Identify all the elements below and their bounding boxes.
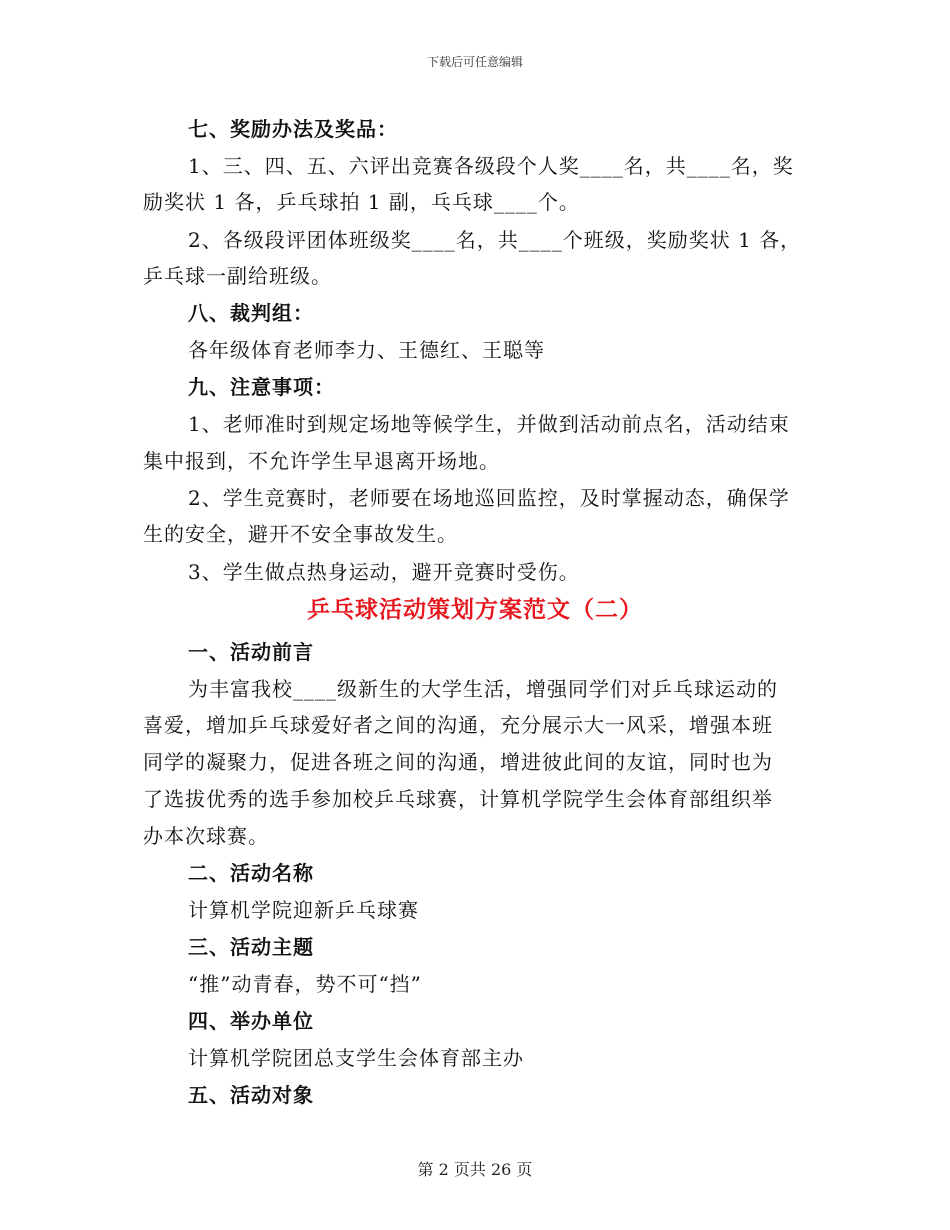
paragraph-line: 办本次球赛。: [143, 824, 269, 848]
paragraph-line: 1、三、四、五、六评出竞赛各级段个人奖____名，共____名，奖: [188, 154, 794, 178]
paragraph-line: 1、老师准时到规定场地等候学生，并做到活动前点名，活动结束: [188, 412, 790, 436]
section-heading: 七、奖励办法及奖品：: [188, 117, 398, 141]
paragraph-line: 为丰富我校____级新生的大学生活，增强同学们对乒乓球运动的: [188, 677, 778, 701]
paragraph-line: 各年级体育老师李力、王德红、王聪等: [188, 338, 545, 362]
page-number: 第 2 页共 26 页: [417, 1160, 533, 1179]
paragraph-line: 2、各级段评团体班级奖____名，共____个班级，奖励奖状 1 各，: [188, 228, 802, 252]
paragraph-line: 计算机学院迎新乒乓球赛: [188, 898, 419, 922]
section-heading: 九、注意事项：: [188, 375, 335, 399]
section-heading: 三、活动主题: [188, 935, 314, 959]
document-title: 乒乓球活动策划方案范文（二）: [307, 596, 643, 623]
section-heading: 八、裁判组：: [188, 301, 314, 325]
paragraph-line: 同学的凝聚力，促进各班之间的沟通，增进彼此间的友谊，同时也为: [143, 750, 773, 774]
section-heading: 二、活动名称: [188, 861, 314, 885]
header-note: 下载后可任意编辑: [426, 55, 523, 69]
paragraph-line: 生的安全，避开不安全事故发生。: [143, 522, 458, 546]
paragraph-line: 了选拔优秀的选手参加校乒乓球赛，计算机学院学生会体育部组织举: [143, 787, 773, 811]
paragraph-line: 喜爱，增加乒乓球爱好者之间的沟通，充分展示大一风采，增强本班: [143, 713, 773, 737]
paragraph-line: “推”动青春，势不可“挡”: [188, 972, 422, 996]
paragraph-line: 计算机学院团总支学生会体育部主办: [188, 1046, 524, 1070]
section-heading: 一、活动前言: [188, 640, 314, 664]
section-heading: 五、活动对象: [188, 1083, 314, 1107]
section-heading: 四、举办单位: [188, 1009, 314, 1033]
paragraph-line: 乒乓球一副给班级。: [143, 264, 332, 288]
paragraph-line: 励奖状 1 各，乒乓球拍 1 副，乓乓球____个。: [143, 190, 580, 214]
paragraph-line: 2、学生竞赛时，老师要在场地巡回监控，及时掌握动态，确保学: [188, 486, 790, 510]
paragraph-line: 集中报到，不允许学生早退离开场地。: [143, 449, 500, 473]
paragraph-line: 3、学生做点热身运动，避开竞赛时受伤。: [188, 560, 580, 584]
